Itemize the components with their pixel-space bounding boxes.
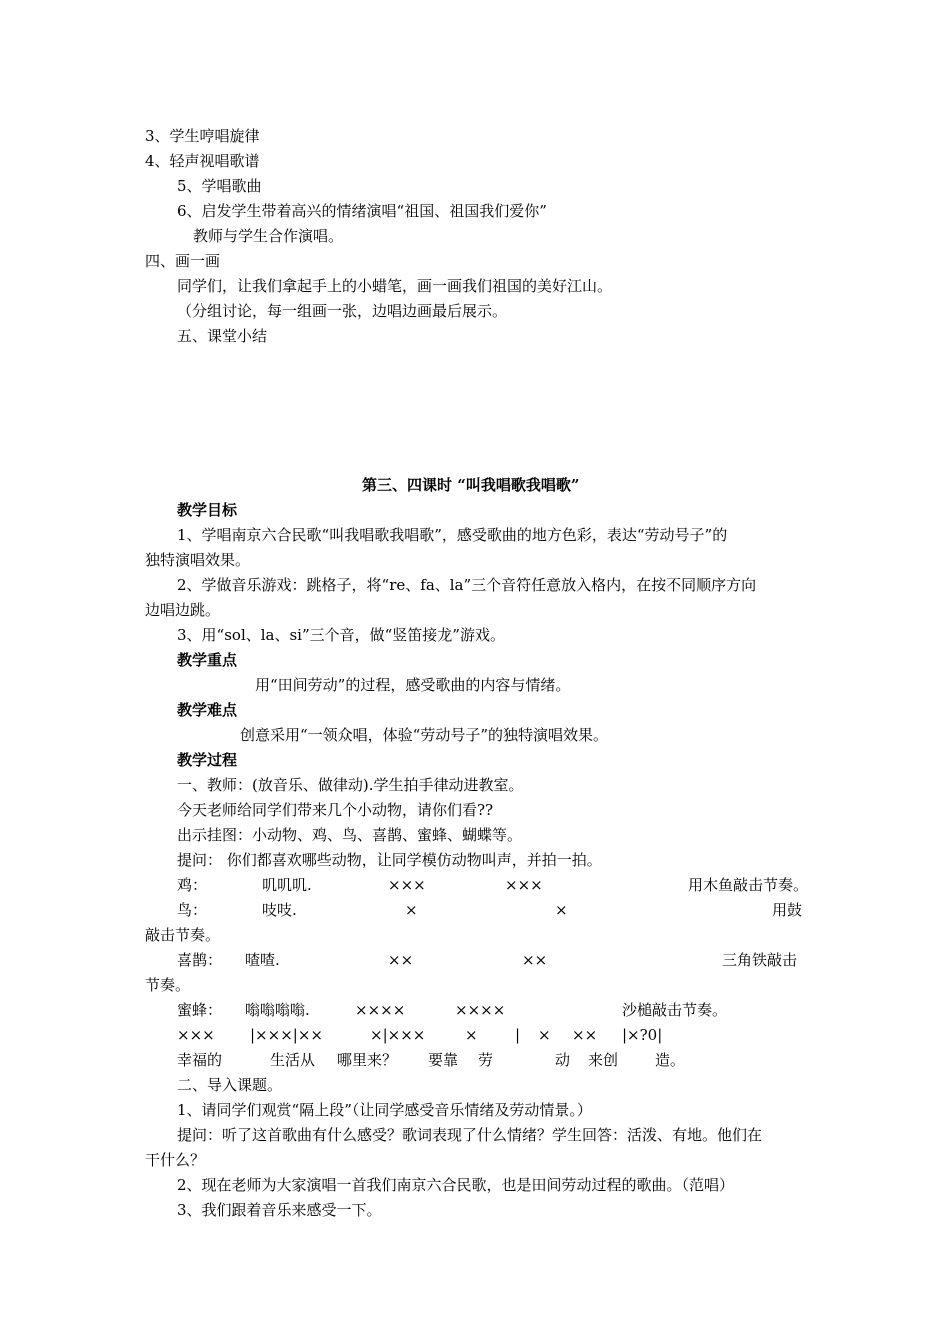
difficulty-text: 创意采用“一领众唱，体验“劳动号子”的独特演唱效果。 bbox=[240, 726, 609, 744]
rhythm-note: |×××|×× bbox=[250, 1026, 323, 1044]
bird-sound: 吱吱. bbox=[262, 901, 297, 919]
chick-sound: 叽叽叽. bbox=[262, 876, 312, 894]
lyric-word: 来创 bbox=[588, 1051, 619, 1069]
magpie-sound: 喳喳. bbox=[245, 951, 280, 969]
step-4: 4、轻声视唱歌谱 bbox=[145, 152, 260, 170]
bird-instrument: 用鼓 bbox=[772, 901, 803, 919]
rhythm-note: ××× bbox=[177, 1026, 215, 1044]
magpie-instrument-cont: 节奏。 bbox=[145, 976, 191, 994]
key-heading: 教学重点 bbox=[177, 651, 238, 669]
rhythm-note: ×× bbox=[572, 1026, 598, 1044]
difficulty-heading: 教学难点 bbox=[177, 701, 238, 719]
bird-rhythm-2: × bbox=[555, 901, 568, 919]
bee-rhythm-2: ×××× bbox=[455, 1001, 506, 1019]
rhythm-note: × bbox=[465, 1026, 478, 1044]
process-3: 出示挂图：小动物、鸡、鸟、喜鹊、蜜蜂、蝴蝶等。 bbox=[177, 826, 523, 844]
section-2-heading: 二、导入课题。 bbox=[177, 1076, 283, 1094]
goal-3: 3、用“sol、la、si”三个音，做“竖笛接龙”游戏。 bbox=[177, 626, 505, 644]
lyric-word: 造。 bbox=[655, 1051, 686, 1069]
goal-1a: 1、学唱南京六合民歌“叫我唱歌我唱歌”，感受歌曲的地方色彩，表达“劳动号子”的 bbox=[177, 526, 728, 544]
goal-2b: 边唱边跳。 bbox=[145, 601, 221, 619]
rhythm-note: | bbox=[515, 1026, 521, 1044]
goals-heading: 教学目标 bbox=[177, 501, 238, 519]
section-2-item-2: 2、现在老师为大家演唱一首我们南京六合民歌，也是田间劳动过程的歌曲。（范唱） bbox=[177, 1176, 735, 1194]
bee-rhythm-1: ×××× bbox=[355, 1001, 406, 1019]
goal-2a: 2、学做音乐游戏：跳格子，将“re、fa、la”三个音符任意放入格内，在按不同顺序方向 bbox=[177, 576, 757, 594]
goal-1b: 独特演唱效果。 bbox=[145, 551, 251, 569]
step-6-note: 教师与学生合作演唱。 bbox=[193, 227, 344, 245]
bee-name: 蜜蜂： bbox=[177, 1001, 223, 1019]
lyric-word: 动 bbox=[555, 1051, 571, 1069]
lyric-word: 生活从 bbox=[270, 1051, 316, 1069]
section-2-item-3: 3、我们跟着音乐来感受一下。 bbox=[177, 1201, 382, 1219]
rhythm-note: |×?0| bbox=[622, 1026, 663, 1044]
bird-name: 鸟： bbox=[177, 901, 208, 919]
lyric-word: 要靠 bbox=[428, 1051, 459, 1069]
lyric-word: 幸福的 bbox=[177, 1051, 223, 1069]
bird-rhythm-1: × bbox=[405, 901, 418, 919]
process-heading: 教学过程 bbox=[177, 751, 238, 769]
magpie-rhythm-2: ×× bbox=[522, 951, 548, 969]
step-6: 6、启发学生带着高兴的情绪演唱“祖国、祖国我们爱你” bbox=[177, 202, 547, 220]
rhythm-note: × bbox=[538, 1026, 551, 1044]
process-1: 一、教师：(放音乐、做律动).学生拍手律动进教室。 bbox=[177, 776, 524, 794]
section-4-note: （分组讨论，每一组画一张，边唱边画最后展示。 bbox=[177, 302, 508, 320]
step-3: 3、学生哼唱旋律 bbox=[145, 127, 260, 145]
bird-instrument-cont: 敲击节奏。 bbox=[145, 926, 221, 944]
magpie-instrument: 三角铁敲击 bbox=[722, 951, 798, 969]
section-4-text: 同学们，让我们拿起手上的小蜡笔，画一画我们祖国的美好江山。 bbox=[177, 277, 613, 295]
section-5-heading: 五、课堂小结 bbox=[177, 327, 268, 345]
process-2: 今天老师给同学们带来几个小动物，请你们看?? bbox=[177, 801, 494, 819]
bee-instrument: 沙槌敲击节奏。 bbox=[622, 1001, 728, 1019]
chick-name: 鸡： bbox=[177, 876, 208, 894]
chick-instrument: 用木鱼敲击节奏。 bbox=[688, 876, 809, 894]
section-2-item-1: 1、请同学们观赏“隔上段”（让同学感受音乐情绪及劳动情景。） bbox=[177, 1101, 592, 1119]
lyric-word: 哪里来？ bbox=[337, 1051, 398, 1069]
lesson-title: 第三、四课时 “叫我唱歌我唱歌” bbox=[362, 476, 580, 494]
lyric-word: 劳 bbox=[478, 1051, 494, 1069]
key-text: 用“田间劳动”的过程，感受歌曲的内容与情绪。 bbox=[255, 676, 571, 694]
rhythm-note: ×|××× bbox=[370, 1026, 426, 1044]
section-4-heading: 四、画一画 bbox=[145, 252, 221, 270]
process-4: 提问： 你们都喜欢哪些动物，让同学模仿动物叫声，并拍一拍。 bbox=[177, 851, 602, 869]
bee-sound: 嗡嗡嗡嗡. bbox=[245, 1001, 310, 1019]
section-2-question-a: 提问：听了这首歌曲有什么感受？歌词表现了什么情绪？学生回答：活泼、有地。他们在 bbox=[177, 1126, 763, 1144]
magpie-rhythm-1: ×× bbox=[388, 951, 414, 969]
magpie-name: 喜鹊： bbox=[177, 951, 223, 969]
chick-rhythm-2: ××× bbox=[505, 876, 543, 894]
step-5: 5、学唱歌曲 bbox=[177, 177, 262, 195]
chick-rhythm-1: ××× bbox=[388, 876, 426, 894]
section-2-question-b: 干什么？ bbox=[145, 1151, 206, 1169]
